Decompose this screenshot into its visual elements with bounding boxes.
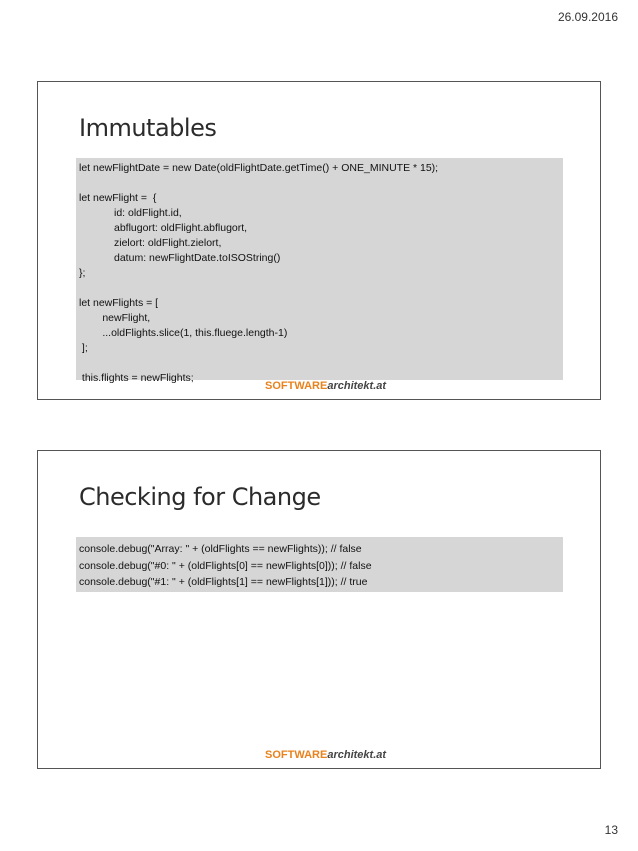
- code-line: id: oldFlight.id,: [79, 207, 182, 219]
- code-line: [79, 176, 560, 191]
- softwarearchitekt-logo: [265, 380, 386, 392]
- code-line: zielort: oldFlight.zielort,: [79, 237, 222, 249]
- code-line: let newFlight = {: [79, 192, 157, 204]
- code-line: };: [79, 267, 86, 279]
- slide-checking-for-change: [37, 450, 601, 769]
- logo-architekt-text: architekt.at: [327, 380, 387, 392]
- code-line: ];: [79, 342, 88, 354]
- code-line: console.debug("#0: " + (oldFlights[0] == newFlights[0])); // false: [79, 559, 372, 572]
- logo-software-text: SOFTWARE: [265, 749, 328, 761]
- slide-immutables: [37, 81, 601, 400]
- logo-architekt-text: architekt.at: [327, 749, 387, 761]
- slide-title: Checking for Change: [79, 483, 321, 511]
- code-line: ...oldFlights.slice(1, this.fluege.length-1): [79, 327, 288, 339]
- code-line: newFlight,: [79, 312, 151, 324]
- page-date: 26.09.2016: [557, 10, 618, 24]
- code-line: datum: newFlightDate.toISOString(): [79, 252, 281, 264]
- code-line: abflugort: oldFlight.abflugort,: [79, 222, 248, 234]
- page-number: 13: [604, 823, 618, 837]
- code-line: console.debug("#1: " + (oldFlights[1] == newFlights[1])); // true: [79, 576, 368, 588]
- code-block: [76, 158, 563, 384]
- code-line: [79, 356, 560, 371]
- code-line: this.flights = newFlights;: [79, 372, 194, 384]
- code-line: let newFlightDate = new Date(oldFlightDate.getTime() + ONE_MINUTE * 15);: [79, 162, 439, 174]
- slide-title: Immutables: [79, 114, 217, 142]
- softwarearchitekt-logo: [265, 749, 386, 761]
- logo-software-text: SOFTWARE: [265, 380, 328, 392]
- code-line: [79, 281, 560, 296]
- code-line: console.debug("Array: " + (oldFlights == newFlights)); // false: [79, 543, 362, 555]
- code-line: let newFlights = [: [79, 297, 159, 309]
- code-block: [76, 537, 563, 592]
